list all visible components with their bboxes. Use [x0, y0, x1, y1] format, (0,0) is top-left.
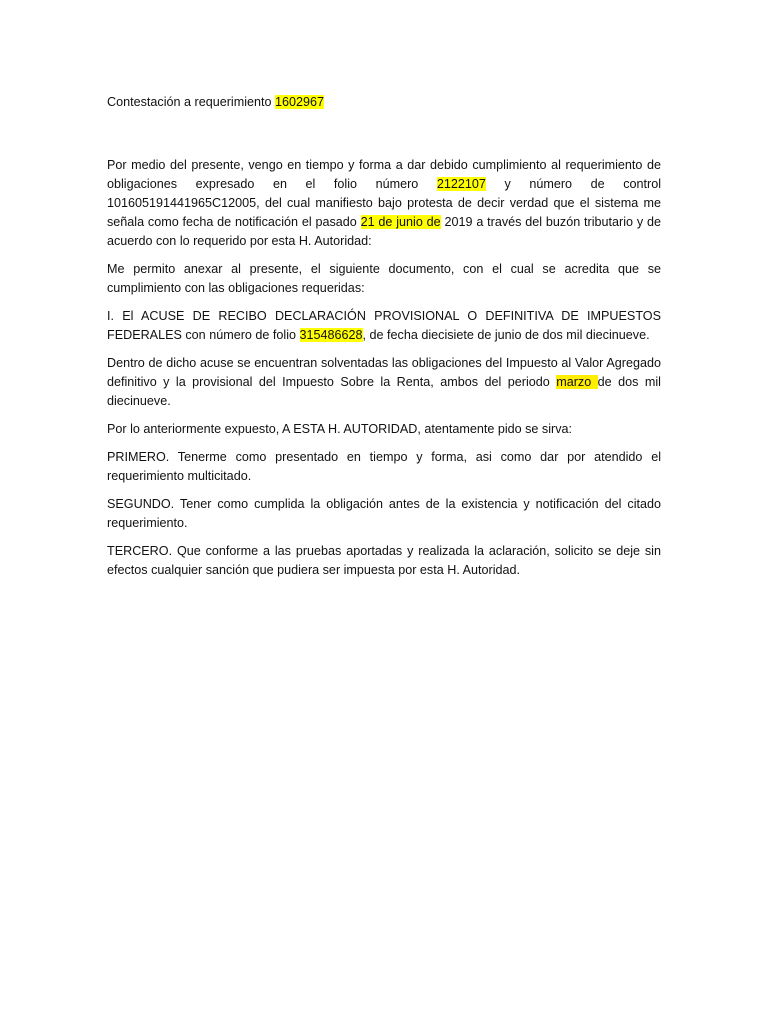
- paragraph-segundo: SEGUNDO. Tener como cumplida la obligación antes de la existencia y notificación del citado requerimiento.: [107, 497, 661, 530]
- notification-date-highlight: 21 de junio de: [360, 215, 441, 229]
- paragraph-primero: PRIMERO. Tenerme como presentado en tiempo y forma, asi como dar por atendido el requerimiento multicitado.: [107, 450, 661, 483]
- paragraph-tercero: TERCERO. Que conforme a las pruebas aportadas y realizada la aclaración, solicito se deje sin efectos cualquier sanción que pudiera ser impuesta por esta H. Autoridad.: [107, 544, 661, 577]
- acuse-text-a: I. El ACUSE DE RECIBO DECLARACIÓN PROVISIONAL O DEFINITIVA DE IMPUESTOS FEDERALES con número de folio: [107, 309, 661, 342]
- intro-text-a: Por medio del presente, vengo en tiempo y forma a dar debido cumplimiento al requerimiento de obligaciones expresado en el folio número: [107, 158, 661, 191]
- period-month-highlight: marzo: [556, 375, 598, 389]
- paragraph-annex: Me permito anexar al presente, el siguiente documento, con el cual se acredita que se cumplimiento con las obligaciones requeridas:: [107, 262, 661, 295]
- intro-text-b: y número de control 101605191441965C12005, del cual manifiesto bajo protesta de decir verdad que el sistema me señala como fecha de notificación el pasado: [107, 177, 661, 229]
- document-title: [107, 93, 661, 112]
- paragraph-acuse: [107, 307, 661, 345]
- paragraph-obligations: [107, 354, 661, 411]
- obligations-text-b: de dos mil diecinueve.: [107, 375, 661, 408]
- title-prefix: Contestación a requerimiento: [107, 95, 276, 109]
- paragraph-intro: [107, 156, 661, 251]
- document-body: [107, 93, 661, 589]
- requirement-number-highlight: 1602967: [275, 95, 325, 109]
- paragraph-request: Por lo anteriormente expuesto, A ESTA H. AUTORIDAD, atentamente pido se sirva:: [107, 422, 573, 436]
- folio-number-highlight: 2122107: [436, 177, 486, 191]
- acuse-text-b: , de fecha diecisiete de junio de dos mil diecinueve.: [362, 328, 650, 342]
- intro-text-c: 2019 a través del buzón tributario y de acuerdo con lo requerido por esta H. Autoridad:: [107, 215, 661, 248]
- obligations-text-a: Dentro de dicho acuse se encuentran solventadas las obligaciones del Impuesto al Valor Agregado definitivo y la provisional del Impuesto Sobre la Renta, ambos del periodo: [107, 356, 661, 389]
- acuse-folio-highlight: 315486628: [299, 328, 363, 342]
